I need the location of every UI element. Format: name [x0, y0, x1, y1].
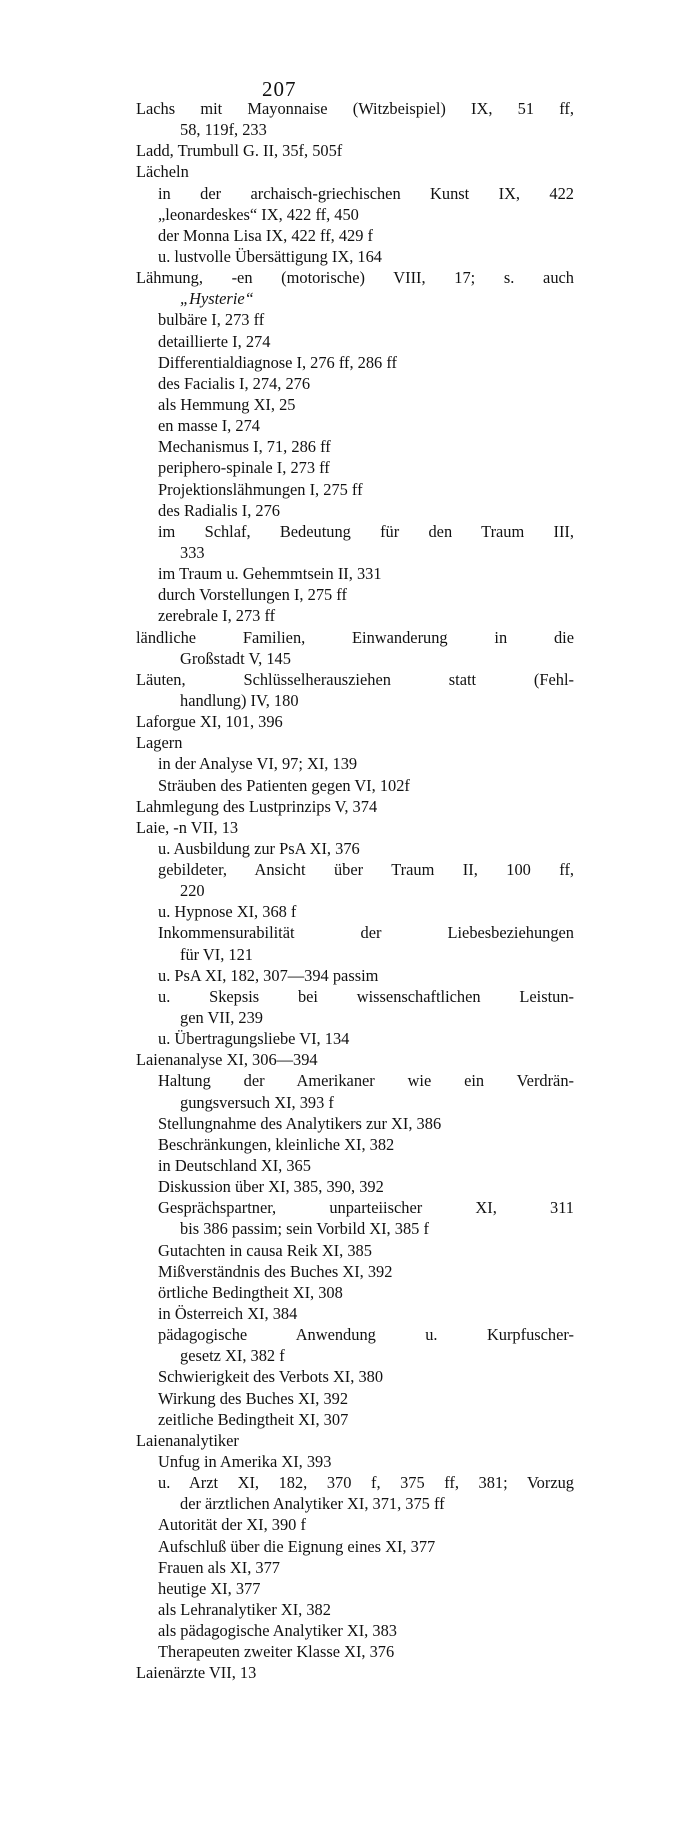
index-subentry: pädagogische Anwendung u. Kurpfuscher- — [158, 1325, 574, 1345]
index-subentry: bulbäre I, 273 ff — [158, 310, 265, 330]
index-subentry: Differentialdiagnose I, 276 ff, 286 ff — [158, 352, 397, 372]
index-subentry: Projektionslähmungen I, 275 ff — [158, 479, 363, 499]
index-subentry: Sträuben des Patienten gegen VI, 102f — [158, 775, 410, 795]
index-subentry: Therapeuten zweiter Klasse XI, 376 — [158, 1642, 395, 1662]
index-subentry: Autorität der XI, 390 f — [158, 1515, 306, 1535]
index-subentry: in Österreich XI, 384 — [158, 1304, 298, 1324]
index-subentry: en masse I, 274 — [158, 416, 260, 436]
index-subentry: durch Vorstellungen I, 275 ff — [158, 585, 347, 605]
index-subentry: Schwierigkeit des Verbots XI, 380 — [158, 1367, 384, 1387]
index-subentry: in Deutschland XI, 365 — [158, 1156, 311, 1176]
index-subentry: Mißverständnis des Buches XI, 392 — [158, 1261, 393, 1281]
index-subentry: 58, 119f, 233 — [180, 120, 267, 140]
index-subentry: Diskussion über XI, 385, 390, 392 — [158, 1177, 384, 1197]
index-subentry: gungsversuch XI, 393 f — [180, 1092, 334, 1112]
index-subentry: Wirkung des Buches XI, 392 — [158, 1388, 349, 1408]
index-subentry: u. Hypnose XI, 368 f — [158, 902, 297, 922]
index-subentry: Gutachten in causa Reik XI, 385 — [158, 1240, 372, 1260]
index-subentry: gesetz XI, 382 f — [180, 1346, 285, 1366]
index-subentry: Haltung der Amerikaner wie ein Verdrän- — [158, 1071, 574, 1091]
index-entry: Lahmlegung des Lustprinzips V, 374 — [136, 796, 378, 816]
index-entry: ländliche Familien, Einwanderung in die — [136, 627, 574, 647]
index-subentry: handlung) IV, 180 — [180, 690, 299, 710]
index-subentry: zeitliche Bedingtheit XI, 307 — [158, 1409, 349, 1429]
index-subentry: des Radialis I, 276 — [158, 500, 281, 520]
index-subentry: Mechanismus I, 71, 286 ff — [158, 437, 331, 457]
index-subentry: in der Analyse VI, 97; XI, 139 — [158, 754, 358, 774]
index-subentry: als Lehranalytiker XI, 382 — [158, 1599, 331, 1619]
index-subentry: als pädagogische Analytiker XI, 383 — [158, 1621, 397, 1641]
index-subentry: Beschränkungen, kleinliche XI, 382 — [158, 1134, 395, 1154]
index-subentry: der ärztlichen Analytiker XI, 371, 375 ff — [180, 1494, 445, 1514]
index-subentry: Stellungnahme des Analytikers zur XI, 386 — [158, 1113, 442, 1133]
index-subentry: im Traum u. Gehemmtsein II, 331 — [158, 564, 382, 584]
index-subentry: gebildeter, Ansicht über Traum II, 100 ff, — [158, 860, 574, 880]
index-subentry: 220 — [180, 881, 205, 901]
index-subentry: in der archaisch-griechischen Kunst IX, 422 — [158, 183, 574, 203]
index-entry: Lächeln — [136, 162, 189, 182]
index-subentry: des Facialis I, 274, 276 — [158, 373, 311, 393]
index-subentry: u. Skepsis bei wissenschaftlichen Leistun- — [158, 986, 574, 1006]
index-subentry: periphero-spinale I, 273 ff — [158, 458, 330, 478]
index-subentry: u. PsA XI, 182, 307—394 passim — [158, 965, 379, 985]
index-entry: Laienärzte VII, 13 — [136, 1663, 257, 1683]
page-number: 207 — [262, 77, 297, 101]
index-subentry: „leonardeskes“ IX, 422 ff, 450 — [158, 204, 359, 224]
index-entry: Lachs mit Mayonnaise (Witzbeispiel) IX, 51 ff, — [136, 99, 574, 118]
index-subentry: u. Übertragungsliebe VI, 134 — [158, 1029, 350, 1049]
index-subentry: Aufschluß über die Eignung eines XI, 377 — [158, 1536, 436, 1556]
index-subentry: für VI, 121 — [180, 944, 253, 964]
index-subentry: Großstadt V, 145 — [180, 648, 291, 668]
index-subentry: Frauen als XI, 377 — [158, 1557, 280, 1577]
index-subentry: örtliche Bedingtheit XI, 308 — [158, 1282, 343, 1302]
index-subentry: heutige XI, 377 — [158, 1578, 261, 1598]
index-subentry: als Hemmung XI, 25 — [158, 394, 296, 414]
index-subentry: gen VII, 239 — [180, 1008, 264, 1028]
index-entry: Laienanalyse XI, 306—394 — [136, 1050, 318, 1070]
index-subentry: u. Arzt XI, 182, 370 f, 375 ff, 381; Vorzug — [158, 1473, 574, 1493]
index-entry: Laienanalytiker — [136, 1430, 239, 1450]
index-subentry: detaillierte I, 274 — [158, 331, 271, 351]
index-subentry: bis 386 passim; sein Vorbild XI, 385 f — [180, 1219, 429, 1239]
index-subentry: u. Ausbildung zur PsA XI, 376 — [158, 838, 360, 858]
index-subentry: Unfug in Amerika XI, 393 — [158, 1452, 332, 1471]
index-entry: Laie, -n VII, 13 — [136, 817, 239, 837]
index-entries — [0, 98, 697, 1684]
index-entry: Ladd, Trumbull G. II, 35f, 505f — [136, 141, 343, 161]
index-subentry: im Schlaf, Bedeutung für den Traum III, — [158, 521, 574, 541]
index-subentry: u. lustvolle Übersättigung IX, 164 — [158, 246, 382, 266]
index-subentry: Gesprächspartner, unparteiischer XI, 311 — [158, 1198, 574, 1218]
index-entry: Läuten, Schlüsselherausziehen statt (Fehl- — [136, 669, 574, 689]
index-subentry: Inkommensurabilität der Liebesbeziehungen — [158, 923, 574, 943]
index-subentry: zerebrale I, 273 ff — [158, 606, 276, 626]
index-entry: Laforgue XI, 101, 396 — [136, 712, 283, 732]
index-subentry: 333 — [180, 542, 205, 562]
index-entry: Lagern — [136, 733, 183, 753]
index-subentry: „Hysterie“ — [180, 289, 254, 309]
index-subentry: der Monna Lisa IX, 422 ff, 429 f — [158, 225, 374, 245]
index-entry: Lähmung, -en (motorische) VIII, 17; s. auch — [136, 268, 574, 288]
